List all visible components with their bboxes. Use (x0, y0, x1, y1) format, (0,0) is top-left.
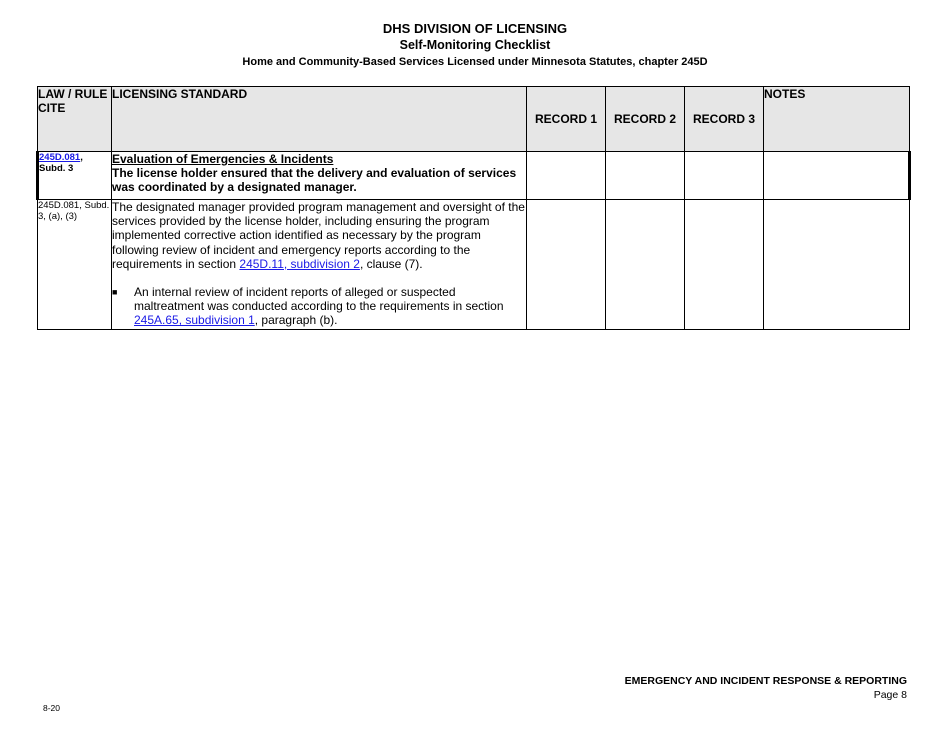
bullet-item (112, 285, 526, 328)
col-header-standard: LICENSING STANDARD (112, 87, 527, 152)
cite-subd: Subd. 3 (39, 163, 74, 174)
table-row (38, 200, 910, 330)
table-header-row (38, 87, 910, 152)
row-record3-cell[interactable] (685, 200, 764, 330)
document-header (0, 21, 950, 70)
section-cite (38, 152, 112, 200)
section-subtitle: The license holder ensured that the delivery and evaluation of services was coordinated by a designated manager. (112, 166, 517, 194)
row-paragraph (112, 200, 526, 271)
row-record1-cell[interactable] (527, 200, 606, 330)
row-text-after: , clause (7). (359, 256, 423, 271)
col-header-law: LAW / RULE CITE (38, 87, 112, 152)
version-label: 8-20 (43, 703, 61, 713)
checklist-table (36, 86, 911, 330)
bullet-text-after: , paragraph (b). (254, 313, 338, 328)
checklist-title: Self-Monitoring Checklist (399, 38, 551, 52)
section-record3-cell[interactable] (685, 152, 764, 200)
cite-comma: , (80, 152, 83, 163)
section-notes-cell[interactable] (764, 152, 910, 200)
link-245d11-subd2[interactable]: 245D.11, subdivision 2 (239, 256, 360, 271)
col-header-record1: RECORD 1 (527, 87, 606, 152)
checklist-subtitle: Home and Community-Based Services Licensed under Minnesota Statutes, chapter 245D (242, 56, 708, 68)
section-row (38, 152, 910, 200)
bullet-text (134, 285, 526, 328)
bullet-text-before: An internal review of incident reports of alleged or suspected maltreatment was conducted according to the requirements in section (134, 285, 504, 314)
agency-title: DHS DIVISION OF LICENSING (382, 21, 568, 36)
row-cite: 245D.081, Subd. 3, (a), (3) (38, 200, 112, 330)
col-header-notes: NOTES (764, 87, 910, 152)
page-footer (625, 675, 907, 702)
col-header-record3: RECORD 3 (685, 87, 764, 152)
page-number: Page 8 (873, 689, 907, 701)
row-record2-cell[interactable] (606, 200, 685, 330)
section-standard (112, 152, 527, 200)
bullet-square-icon: ■ (112, 287, 118, 298)
row-notes-cell[interactable] (764, 200, 910, 330)
row-text: The designated manager provided program management and oversight of the services provided by the license holder, including ensuring the program implemented corrective action identified as necessary by the program following review of incident and emergency reports according to the requirements in section (112, 200, 525, 271)
footer-section-title: EMERGENCY AND INCIDENT RESPONSE & REPORTING (624, 675, 907, 687)
cite-link-245d081[interactable]: 245D.081 (39, 152, 81, 163)
section-title: Evaluation of Emergencies & Incidents (112, 152, 334, 166)
link-245a65-subd1[interactable]: 245A.65, subdivision 1 (134, 313, 255, 328)
col-header-record2: RECORD 2 (606, 87, 685, 152)
section-record1-cell[interactable] (527, 152, 606, 200)
section-record2-cell[interactable] (606, 152, 685, 200)
row-standard (112, 200, 527, 330)
